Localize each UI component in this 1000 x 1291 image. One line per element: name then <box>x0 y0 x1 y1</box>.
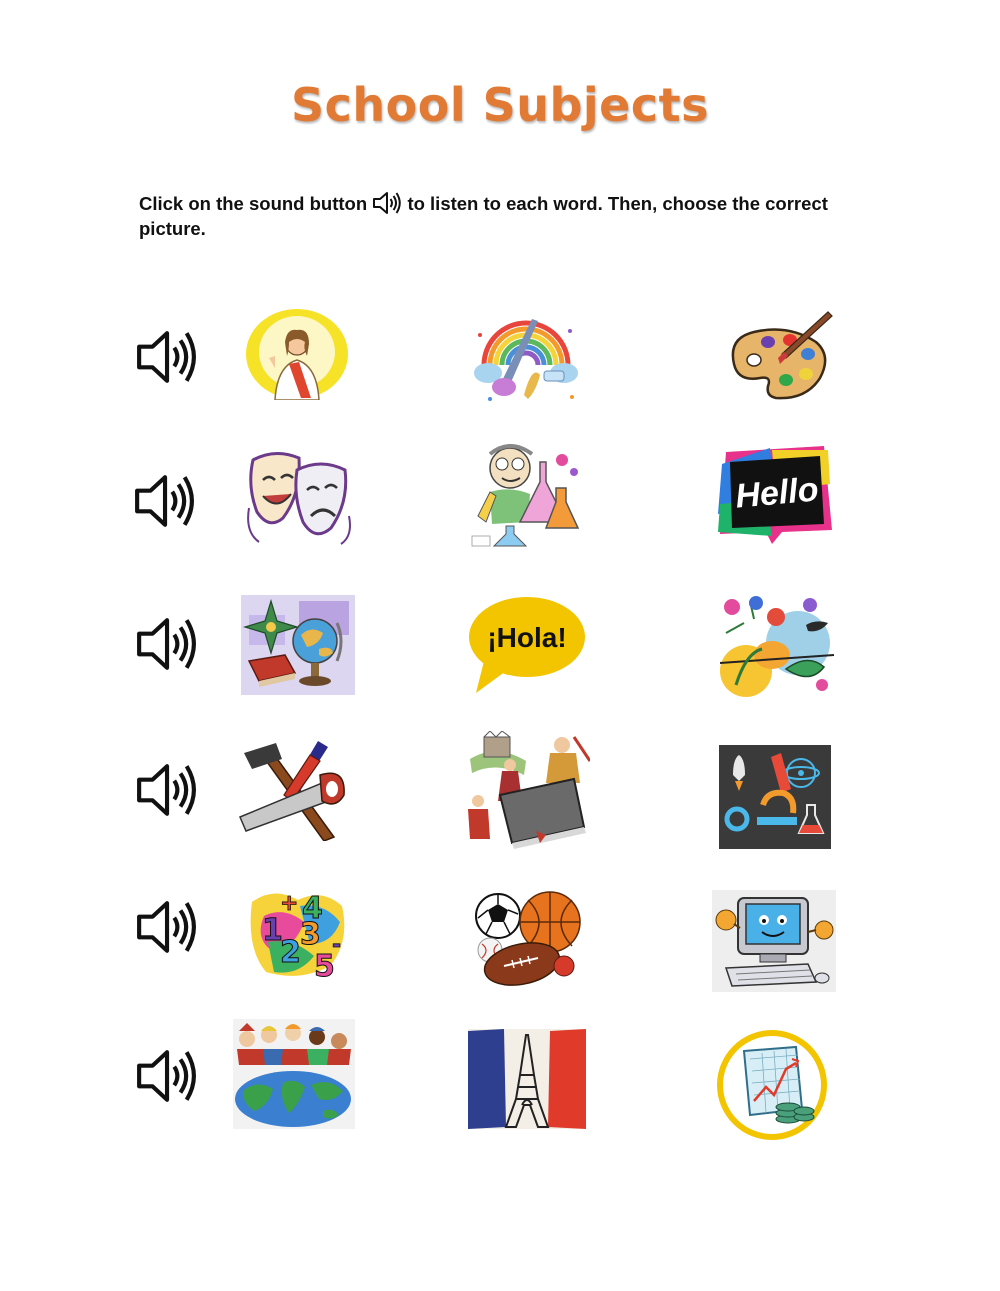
picture-biology[interactable] <box>716 593 834 699</box>
instructions-text-start: Click on the sound button <box>139 193 368 214</box>
history-icon <box>466 731 590 849</box>
picture-chemistry[interactable] <box>470 442 586 550</box>
pe-icon <box>472 888 584 988</box>
question-row-6 <box>0 1015 1000 1145</box>
biology-icon <box>716 593 834 699</box>
sound-button-2[interactable] <box>133 470 195 532</box>
picture-music[interactable] <box>470 305 582 405</box>
economics-icon <box>716 1029 828 1141</box>
technology-icon <box>236 739 348 841</box>
speaker-icon <box>135 1045 197 1107</box>
picture-spanish[interactable] <box>466 595 588 695</box>
picture-social-studies[interactable] <box>233 1019 355 1129</box>
instructions <box>139 190 879 241</box>
math-digit-5: 5 <box>314 949 335 984</box>
math-digit-1: 1 <box>262 913 283 948</box>
religion-icon <box>245 308 349 400</box>
sound-button-6[interactable] <box>135 1045 197 1107</box>
french-icon <box>468 1029 586 1129</box>
picture-pe[interactable] <box>472 888 584 988</box>
picture-french[interactable] <box>468 1029 586 1129</box>
math-digit-4: 4 <box>302 891 323 926</box>
sound-button-3[interactable] <box>135 613 197 675</box>
speaker-icon <box>372 190 402 216</box>
speaker-icon <box>135 326 197 388</box>
sound-button-4[interactable] <box>135 759 197 821</box>
spanish-picture-text: ¡Hola! <box>487 622 567 653</box>
picture-economics[interactable] <box>716 1029 828 1141</box>
picture-history[interactable] <box>466 731 590 849</box>
english-icon <box>716 444 834 546</box>
picture-geography[interactable] <box>241 595 355 695</box>
picture-science[interactable] <box>719 745 831 849</box>
page-title: School Subjects <box>290 78 710 132</box>
speaker-icon <box>133 470 195 532</box>
picture-english[interactable] <box>716 444 834 546</box>
drama-icon <box>245 446 353 546</box>
picture-religion[interactable] <box>245 308 349 400</box>
math-digit-2: 2 <box>280 935 301 970</box>
question-row-4 <box>0 735 1000 865</box>
music-icon <box>470 305 582 405</box>
math-icon <box>244 882 352 984</box>
math-digit-3: 3 <box>300 917 321 952</box>
question-row-3 <box>0 585 1000 715</box>
spanish-icon <box>466 595 588 695</box>
picture-math[interactable] <box>244 882 352 984</box>
question-row-5 <box>0 880 1000 1010</box>
sound-button-5[interactable] <box>135 896 197 958</box>
english-picture-text: Hello <box>733 470 820 516</box>
picture-art[interactable] <box>724 308 836 404</box>
sound-button-1[interactable] <box>135 326 197 388</box>
science-icon <box>719 745 831 849</box>
math-plus-sign: + <box>280 891 299 916</box>
speaker-icon <box>135 896 197 958</box>
speaker-icon <box>135 613 197 675</box>
picture-drama[interactable] <box>245 446 353 546</box>
computer-icon <box>712 890 836 992</box>
instructions-text-end: to listen to each word. Then, choose the correct picture. <box>139 193 828 239</box>
math-minus-sign: - <box>332 933 342 958</box>
question-row-1 <box>0 300 1000 430</box>
chemistry-icon <box>470 442 586 550</box>
social-studies-icon <box>233 1019 355 1129</box>
art-icon <box>724 308 836 404</box>
picture-computer[interactable] <box>712 890 836 992</box>
geography-icon <box>241 595 355 695</box>
speaker-icon <box>135 759 197 821</box>
question-row-2 <box>0 440 1000 570</box>
picture-technology[interactable] <box>236 739 348 841</box>
